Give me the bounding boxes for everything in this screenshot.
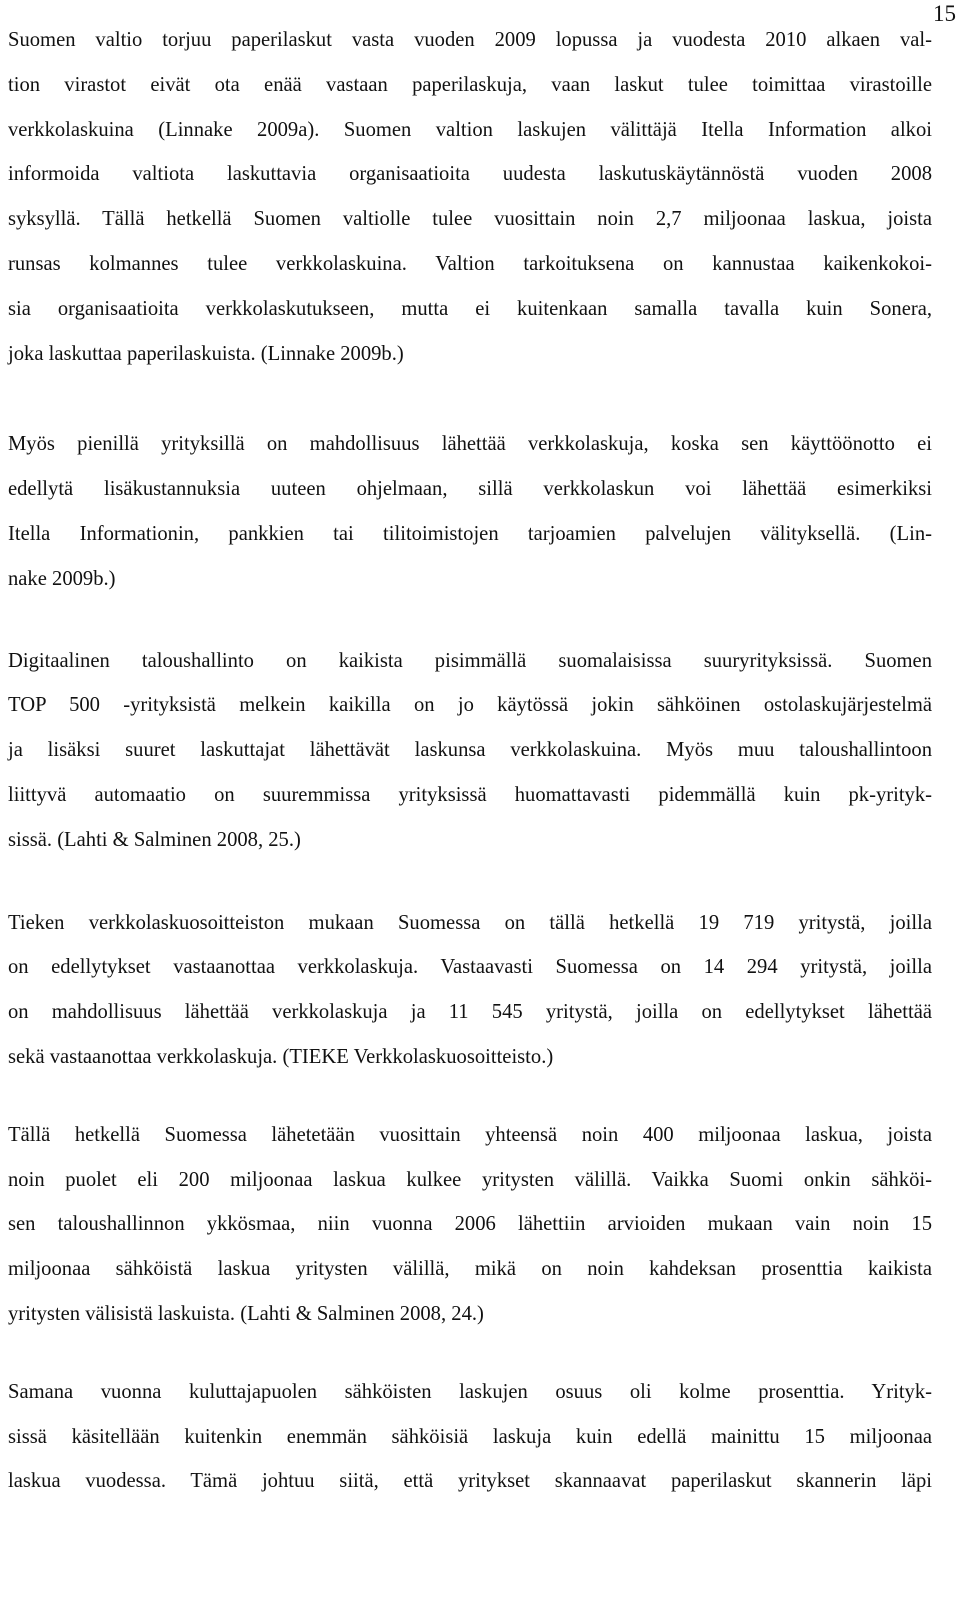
text-line: noin puolet eli 200 miljoonaa laskua kulkee yritysten välillä. Vaikka Suomi onkin sähköi- <box>8 1168 932 1191</box>
text-line: Itella Informationin, pankkien tai tilitoimistojen tarjoamien palvelujen välityksellä. (Lin- <box>8 522 932 545</box>
paragraph-spacer <box>8 1337 932 1370</box>
text-line: yritysten välisistä laskuista. (Lahti & Salminen 2008, 24.) <box>8 1302 484 1325</box>
text-line: miljoonaa sähköistä laskua yritysten välillä, mikä on noin kahdeksan prosenttia kaikista <box>8 1258 932 1281</box>
paragraph-spacer <box>8 602 932 639</box>
text-line: on edellytykset vastaanottaa verkkolaskuja. Vastaavasti Suomessa on 14 294 yritystä, joilla <box>8 956 932 979</box>
paragraph-3 <box>8 639 932 863</box>
text-line: Tieken verkkolaskuosoitteiston mukaan Suomessa on tällä hetkellä 19 719 yritystä, joilla <box>8 911 932 934</box>
text-line: joka laskuttaa paperilaskuista. (Linnake 2009b.) <box>8 342 404 365</box>
paragraph-spacer <box>8 863 932 901</box>
paragraph-2 <box>8 422 932 601</box>
text-line: syksyllä. Tällä hetkellä Suomen valtiolle tulee vuosittain noin 2,7 miljoonaa laskua, joista <box>8 208 932 231</box>
text-line: sissä. (Lahti & Salminen 2008, 25.) <box>8 828 301 851</box>
text-line: informoida valtiota laskuttavia organisaatioita uudesta laskutuskäytännöstä vuoden 2008 <box>8 163 932 186</box>
text-line: Myös pienillä yrityksillä on mahdollisuus lähettää verkkolaskuja, koska sen käyttöönotto ei <box>8 433 932 456</box>
text-line: TOP 500 -yrityksistä melkein kaikilla on jo käytössä jokin sähköinen ostolaskujärjestelmä <box>8 694 932 717</box>
text-line: Tällä hetkellä Suomessa lähetetään vuosittain yhteensä noin 400 miljoonaa laskua, joista <box>8 1123 932 1146</box>
text-line: edellytä lisäkustannuksia uuteen ohjelmaan, sillä verkkolaskun voi lähettää esimerkiksi <box>8 478 932 501</box>
text-line: sissä käsitellään kuitenkin enemmän sähköisiä laskuja kuin edellä mainittu 15 miljoonaa <box>8 1425 932 1448</box>
paragraph-6 <box>8 1370 932 1504</box>
document-body <box>8 18 932 1504</box>
page-number: 15 <box>933 1 956 26</box>
text-line: Digitaalinen taloushallinto on kaikista pisimmällä suomalaisissa suuryrityksissä. Suomen <box>8 649 932 672</box>
text-line: sen taloushallinnon ykkösmaa, niin vuonna 2006 lähettiin arvioiden mukaan vain noin 15 <box>8 1213 932 1236</box>
paragraph-4 <box>8 901 932 1080</box>
text-line: tion virastot eivät ota enää vastaan paperilaskuja, vaan laskut tulee toimittaa virastoille <box>8 73 932 96</box>
text-line: on mahdollisuus lähettää verkkolaskuja ja 11 545 yritystä, joilla on edellytykset lähettää <box>8 1001 932 1024</box>
text-line: laskua vuodessa. Tämä johtuu siitä, että yritykset skannaavat paperilaskut skannerin läpi <box>8 1470 932 1493</box>
text-line: liittyvä automaatio on suuremmissa yrityksissä huomattavasti pidemmällä kuin pk-yrityk- <box>8 783 932 806</box>
text-line: runsas kolmannes tulee verkkolaskuina. Valtion tarkoituksena on kannustaa kaikenkokoi- <box>8 252 932 275</box>
text-line: sekä vastaanottaa verkkolaskuja. (TIEKE Verkkolaskuosoitteisto.) <box>8 1045 554 1068</box>
paragraph-spacer <box>8 1080 932 1113</box>
text-line: Suomen valtio torjuu paperilaskut vasta vuoden 2009 lopussa ja vuodesta 2010 alkaen val- <box>8 29 932 51</box>
text-line: sia organisaatioita verkkolaskutukseen, mutta ei kuitenkaan samalla tavalla kuin Sonera, <box>8 297 932 320</box>
paragraph-spacer <box>8 376 932 422</box>
paragraph-5 <box>8 1113 932 1337</box>
paragraph-1 <box>8 18 932 376</box>
text-line: verkkolaskuina (Linnake 2009a). Suomen valtion laskujen välittäjä Itella Information alkoi <box>8 118 932 141</box>
text-line: ja lisäksi suuret laskuttajat lähettävät laskunsa verkkolaskuina. Myös muu taloushallintoon <box>8 739 932 762</box>
text-line: nake 2009b.) <box>8 567 116 590</box>
text-line: Samana vuonna kuluttajapuolen sähköisten laskujen osuus oli kolme prosenttia. Yrityk- <box>8 1380 932 1403</box>
